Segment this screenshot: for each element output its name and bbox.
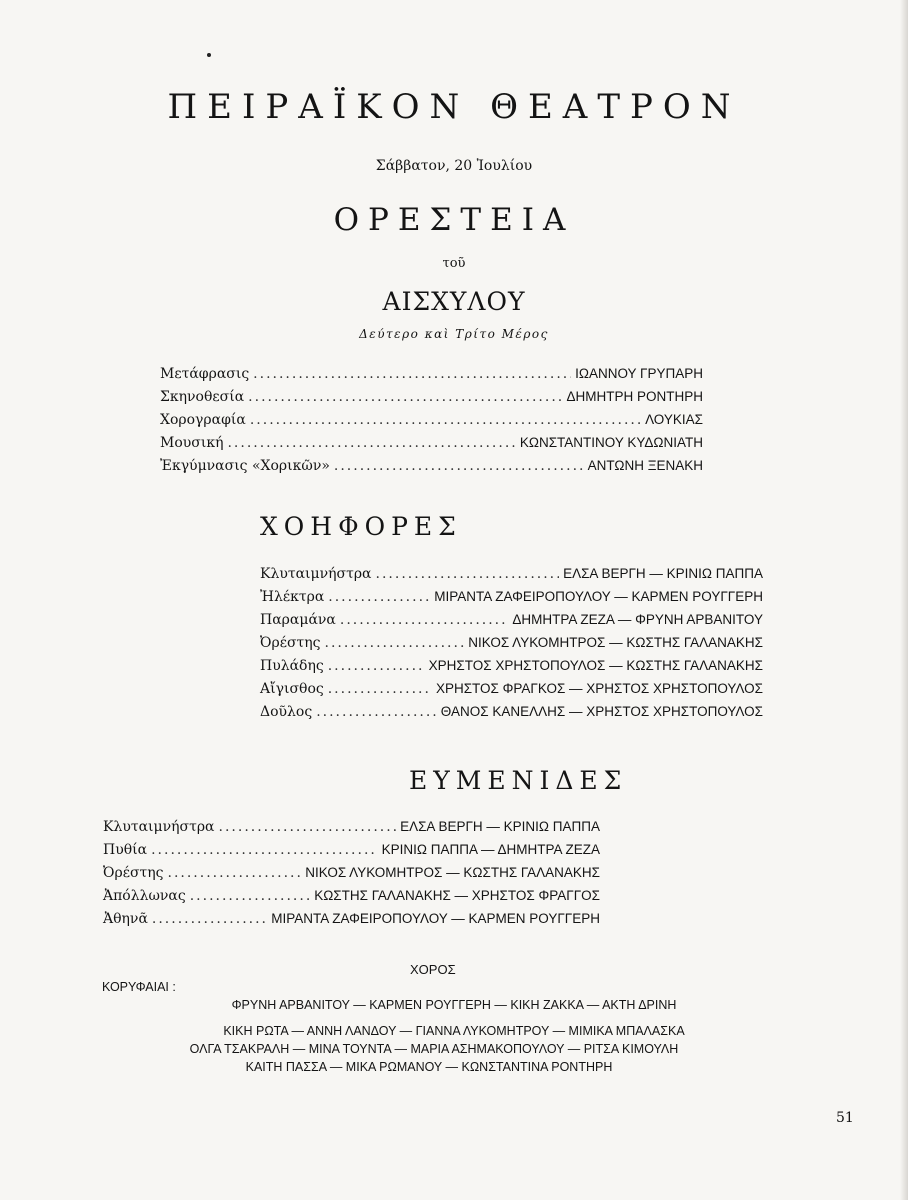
cast-row bbox=[103, 911, 600, 927]
cast-names: ΜΙΡΑΝΤΑ ΖΑΦΕΙΡΟΠΟΥΛΟΥ — ΚΑΡΜΕΝ ΡΟΥΓΓΕΡΗ bbox=[271, 911, 600, 926]
credit-role: Μετάφρασις bbox=[160, 366, 250, 382]
chorus-members-line: ΟΛΓΑ ΤΣΑΚΡΑΛΗ — ΜΙΝΑ ΤΟΥΝΤΑ — ΜΑΡΙΑ ΑΣΗΜΑΚΟΠΟΥΛΟΥ — ΡΙΤΣΑ ΚΙΜΟΥΛΗ bbox=[189, 1042, 679, 1056]
credit-row bbox=[160, 458, 703, 474]
cast-row bbox=[260, 566, 763, 582]
cast-names: ΝΙΚΟΣ ΛΥΚΟΜΗΤΡΟΣ — ΚΩΣΤΗΣ ΓΑΛΑΝΑΚΗΣ bbox=[468, 635, 763, 650]
chorus-members-line: ΚΑΙΤΗ ΠΑΣΣΑ — ΜΙΚΑ ΡΩΜΑΝΟΥ — ΚΩΝΣΤΑΝΤΙΝΑ ΡΟΝΤΗΡΗ bbox=[245, 1060, 613, 1074]
cast-row bbox=[260, 612, 763, 628]
cast-names: ΘΑΝΟΣ ΚΑΝΕΛΛΗΣ — ΧΡΗΣΤΟΣ ΧΡΗΣΤΟΠΟΥΛΟΣ bbox=[440, 704, 763, 719]
cast-role: Πυλάδης bbox=[260, 658, 324, 674]
cast-row bbox=[260, 704, 763, 720]
cast-row bbox=[260, 658, 763, 674]
credit-role: Χορογραφία bbox=[160, 412, 246, 428]
cast-row bbox=[260, 589, 763, 605]
credit-name: ΑΝΤΩΝΗ ΞΕΝΑΚΗ bbox=[587, 458, 703, 473]
credit-row bbox=[160, 412, 703, 428]
cast-row bbox=[103, 865, 600, 881]
credit-row bbox=[160, 366, 703, 382]
performance-date: Σάββατον, 20 Ἰουλίου bbox=[375, 158, 533, 174]
credit-name: ΛΟΥΚΙΑΣ bbox=[645, 412, 703, 427]
koryphaiai-label: ΚΟΡΥΦΑΙΑΙ : bbox=[102, 980, 176, 994]
cast-role: Δοῦλος bbox=[260, 704, 313, 720]
cast-names: ΚΡΙΝΙΩ ΠΑΠΠΑ — ΔΗΜΗΤΡΑ ΖΕΖΑ bbox=[381, 842, 600, 857]
cast-role: Παραμάνα bbox=[260, 612, 336, 628]
cast-names: ΧΡΗΣΤΟΣ ΧΡΗΣΤΟΠΟΥΛΟΣ — ΚΩΣΤΗΣ ΓΑΛΑΝΑΚΗΣ bbox=[428, 658, 763, 673]
credit-name: ΚΩΝΣΤΑΝΤΙΝΟΥ ΚΥΔΩΝΙΑΤΗ bbox=[519, 435, 703, 450]
cast-role: Πυθία bbox=[103, 842, 148, 858]
credit-row bbox=[160, 389, 703, 405]
author-preposition: τοῦ bbox=[442, 256, 466, 271]
parts-subtitle: Δεύτερο καὶ Τρίτο Μέρος bbox=[359, 327, 549, 341]
ink-speck bbox=[207, 53, 211, 57]
choephoroi-title: ΧΟΗΦΟΡΕΣ bbox=[260, 512, 462, 541]
credit-role: Ἐκγύμνασις «Χορικῶν» bbox=[160, 458, 330, 474]
credit-role: Μουσική bbox=[160, 435, 224, 451]
page-number: 51 bbox=[836, 1110, 854, 1126]
cast-role: Ὀρέστης bbox=[260, 635, 321, 651]
chorus-title: ΧΟΡΟΣ bbox=[410, 962, 456, 977]
play-title: ΟΡΕΣΤΕΙΑ bbox=[333, 202, 575, 238]
cast-names: ΝΙΚΟΣ ΛΥΚΟΜΗΤΡΟΣ — ΚΩΣΤΗΣ ΓΑΛΑΝΑΚΗΣ bbox=[305, 865, 600, 880]
koryphaiai-names: ΦΡΥΝΗ ΑΡΒΑΝΙΤΟΥ — ΚΑΡΜΕΝ ΡΟΥΓΓΕΡΗ — ΚΙΚΗ ΖΑΚΚΑ — ΑΚΤΗ ΔΡΙΝΗ bbox=[231, 998, 677, 1012]
cast-names: ΜΙΡΑΝΤΑ ΖΑΦΕΙΡΟΠΟΥΛΟΥ — ΚΑΡΜΕΝ ΡΟΥΓΓΕΡΗ bbox=[434, 589, 763, 604]
author-name: ΑΙΣΧΥΛΟΥ bbox=[382, 287, 526, 316]
credit-role: Σκηνοθεσία bbox=[160, 389, 245, 405]
cast-names: ΕΛΣΑ ΒΕΡΓΗ — ΚΡΙΝΙΩ ΠΑΠΠΑ bbox=[563, 566, 763, 581]
cast-row bbox=[103, 888, 600, 904]
cast-names: ΔΗΜΗΤΡΑ ΖΕΖΑ — ΦΡΥΝΗ ΑΡΒΑΝΙΤΟΥ bbox=[512, 612, 763, 627]
page-edge-shadow bbox=[900, 0, 908, 1200]
chorus-members-line: ΚΙΚΗ ΡΩΤΑ — ΑΝΝΗ ΛΑΝΔΟΥ — ΓΙΑΝΝΑ ΛΥΚΟΜΗΤΡΟΥ — ΜΙΜΙΚΑ ΜΠΑΛΑΣΚΑ bbox=[223, 1024, 685, 1038]
cast-role: Αἴγισθος bbox=[260, 681, 324, 697]
credit-row bbox=[160, 435, 703, 451]
cast-row bbox=[260, 681, 763, 697]
cast-row bbox=[103, 819, 600, 835]
cast-row bbox=[103, 842, 600, 858]
cast-role: Ἀπόλλωνας bbox=[103, 888, 186, 904]
cast-role: Ὀρέστης bbox=[103, 865, 164, 881]
cast-names: ΕΛΣΑ ΒΕΡΓΗ — ΚΡΙΝΙΩ ΠΑΠΠΑ bbox=[400, 819, 600, 834]
cast-names: ΧΡΗΣΤΟΣ ΦΡΑΓΚΟΣ — ΧΡΗΣΤΟΣ ΧΡΗΣΤΟΠΟΥΛΟΣ bbox=[435, 681, 763, 696]
cast-role: Ἠλέκτρα bbox=[260, 589, 325, 605]
cast-role: Κλυταιμνήστρα bbox=[260, 566, 372, 582]
cast-role: Ἀθηνᾶ bbox=[103, 911, 148, 927]
theatre-title: ΠΕΙΡΑΪΚΟΝ ΘΕΑΤΡΟΝ bbox=[167, 87, 741, 127]
cast-names: ΚΩΣΤΗΣ ΓΑΛΑΝΑΚΗΣ — ΧΡΗΣΤΟΣ ΦΡΑΓΓΟΣ bbox=[314, 888, 600, 903]
credit-name: ΙΩΑΝΝΟΥ ΓΡΥΠΑΡΗ bbox=[575, 366, 703, 381]
cast-role: Κλυταιμνήστρα bbox=[103, 819, 215, 835]
credit-name: ΔΗΜΗΤΡΗ ΡΟΝΤΗΡΗ bbox=[566, 389, 703, 404]
cast-row bbox=[260, 635, 763, 651]
eumenides-title: ΕΥΜΕΝΙΔΕΣ bbox=[409, 766, 628, 795]
